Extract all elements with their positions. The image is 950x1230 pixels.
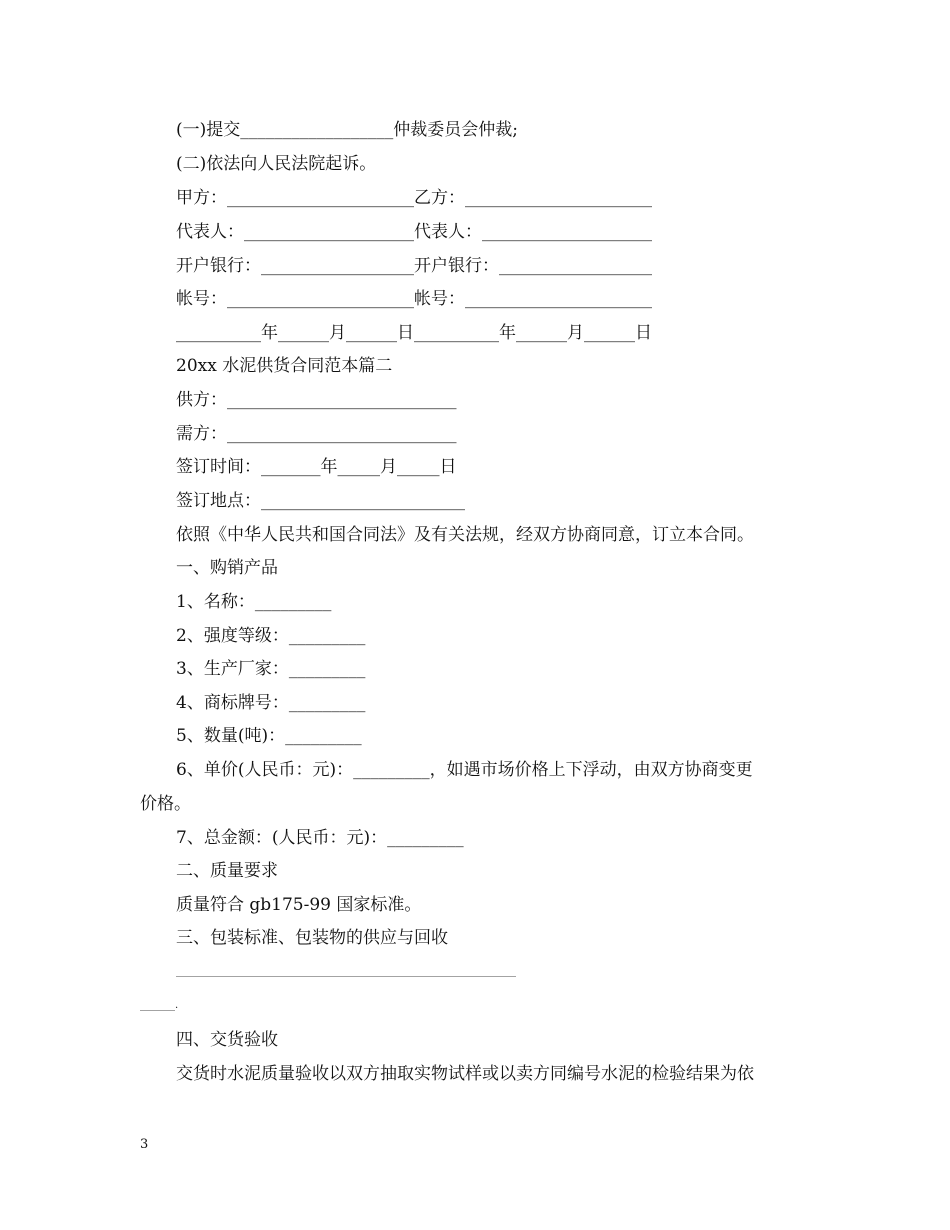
section-heading: 一、购销产品 [176, 558, 278, 578]
paragraph-line: 3、生产厂家：_________ [176, 659, 366, 679]
paragraph-line: 4、商标牌号：_________ [176, 693, 366, 713]
section-heading: 二、质量要求 [176, 861, 278, 881]
section-title: 20xx 水泥供货合同范本篇二 [176, 356, 393, 376]
paragraph-line: 供方：___________________________ [176, 390, 457, 410]
section-heading: 三、包装标准、包装物的供应与回收 [176, 928, 448, 948]
blank-fill-line: ____________________________________________________________________ [176, 966, 516, 977]
paragraph-line: 签订地点：________________________ [176, 491, 465, 511]
paragraph-line: 质量符合 gb175-99 国家标准。 [176, 895, 422, 915]
paragraph-line: (一)提交__________________仲裁委员会仲裁; [176, 120, 518, 140]
paragraph-line: 6、单价(人民币：元)：_________，如遇市场价格上下浮动，由双方协商变更 [176, 760, 753, 780]
paragraph-line: 依照《中华人民共和国合同法》及有关法规，经双方协商同意，订立本合同。 [176, 525, 754, 545]
paragraph-line: 1、名称：_________ [176, 592, 332, 612]
paragraph-line: 甲方：______________________乙方：______________________ [176, 188, 652, 208]
blank-fill-line: _______. [140, 1000, 179, 1011]
paragraph-line: (二)依法向人民法院起诉。 [176, 154, 377, 174]
paragraph-line: 需方：___________________________ [176, 424, 457, 444]
paragraph-line: 开户银行：__________________开户银行：__________________ [176, 256, 652, 276]
paragraph-line: 代表人：____________________代表人：____________________ [176, 222, 652, 242]
page-number: 3 [140, 1137, 149, 1152]
paragraph-line: 帐号：______________________帐号：______________________ [176, 289, 652, 309]
paragraph-line: 2、强度等级：_________ [176, 626, 366, 646]
paragraph-line: __________年______月______日__________年______月______日 [176, 323, 652, 343]
section-heading: 四、交货验收 [176, 1030, 278, 1050]
paragraph-line: 签订时间：_______年_____月_____日 [176, 457, 457, 477]
paragraph-line: 7、总金额：(人民币：元)：_________ [176, 828, 464, 848]
paragraph-line: 价格。 [140, 794, 191, 814]
paragraph-line: 5、数量(吨)：_________ [176, 726, 362, 746]
paragraph-line: 交货时水泥质量验收以双方抽取实物试样或以卖方同编号水泥的检验结果为依 [176, 1064, 754, 1084]
